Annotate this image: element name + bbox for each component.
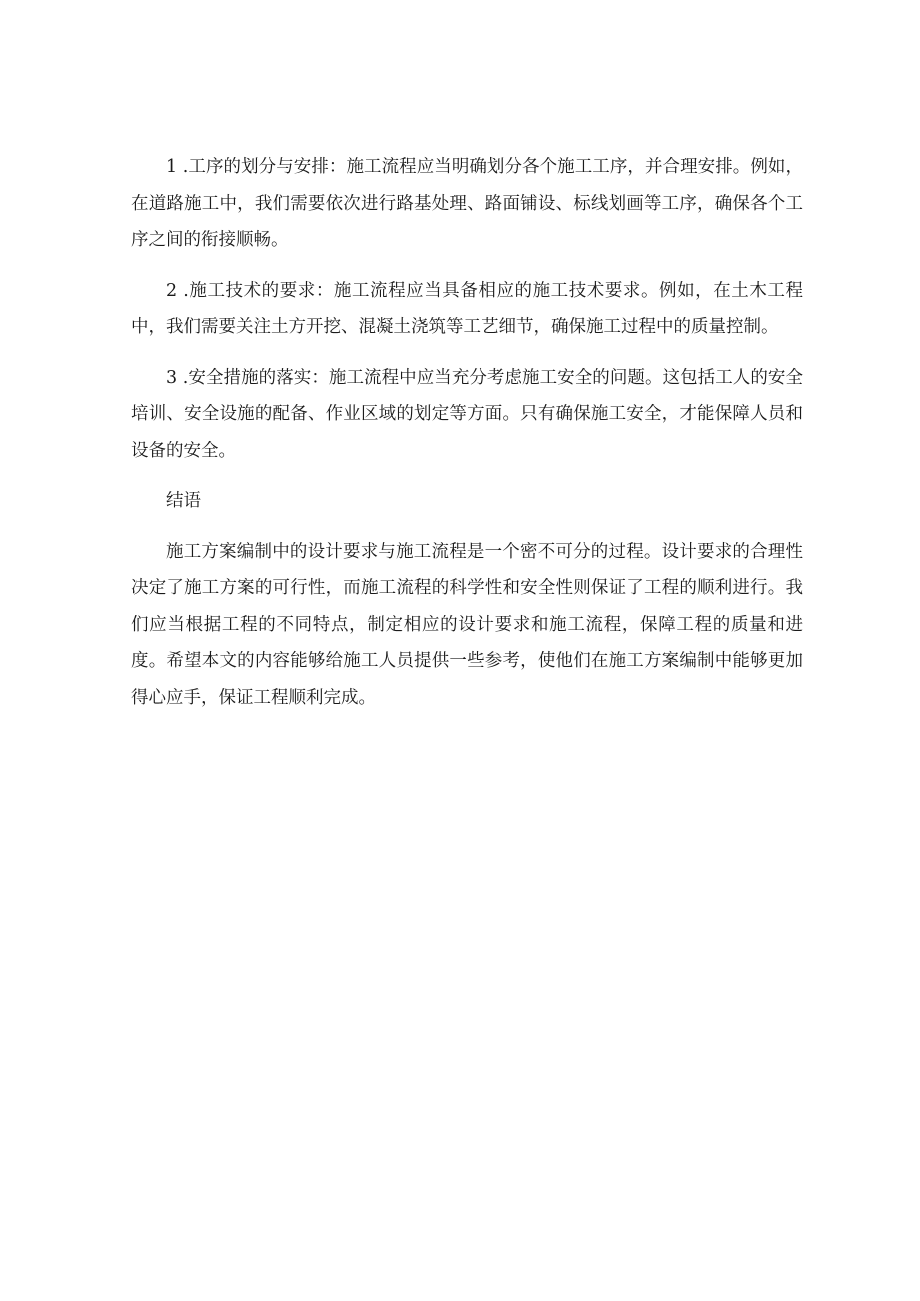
conclusion-heading: 结语 <box>166 491 201 511</box>
paragraph-safety-measures: 3 .安全措施的落实：施工流程中应当充分考虑施工安全的问题。这包括工人的安全培训、安全设施的配备、作业区域的划定等方面。只有确保施工安全，才能保障人员和设备的安全。 <box>131 367 803 461</box>
conclusion-paragraph: 施工方案编制中的设计要求与施工流程是一个密不可分的过程。设计要求的合理性决定了施工方案的可行性，而施工流程的科学性和安全性则保证了工程的顺利进行。我们应当根据工程的不同特点，制定相应的设计要求和施工流程，保障工程的质量和进度。希望本文的内容能够给施工人员提供一些参考，使他们在施工方案编制中能够更加得心应手，保证工程顺利完成。 <box>131 541 803 708</box>
paragraph-process-division: 1 .工序的划分与安排：施工流程应当明确划分各个施工工序，并合理安排。例如，在道路施工中，我们需要依次进行路基处理、路面铺设、标线划画等工序，确保各个工序之间的衔接顺畅。 <box>131 157 803 250</box>
document-body <box>131 149 803 730</box>
paragraph-technical-requirements: 2 .施工技术的要求：施工流程应当具备相应的施工技术要求。例如，在土木工程中，我们需要关注土方开挖、混凝土浇筑等工艺细节，确保施工过程中的质量控制。 <box>131 280 803 337</box>
